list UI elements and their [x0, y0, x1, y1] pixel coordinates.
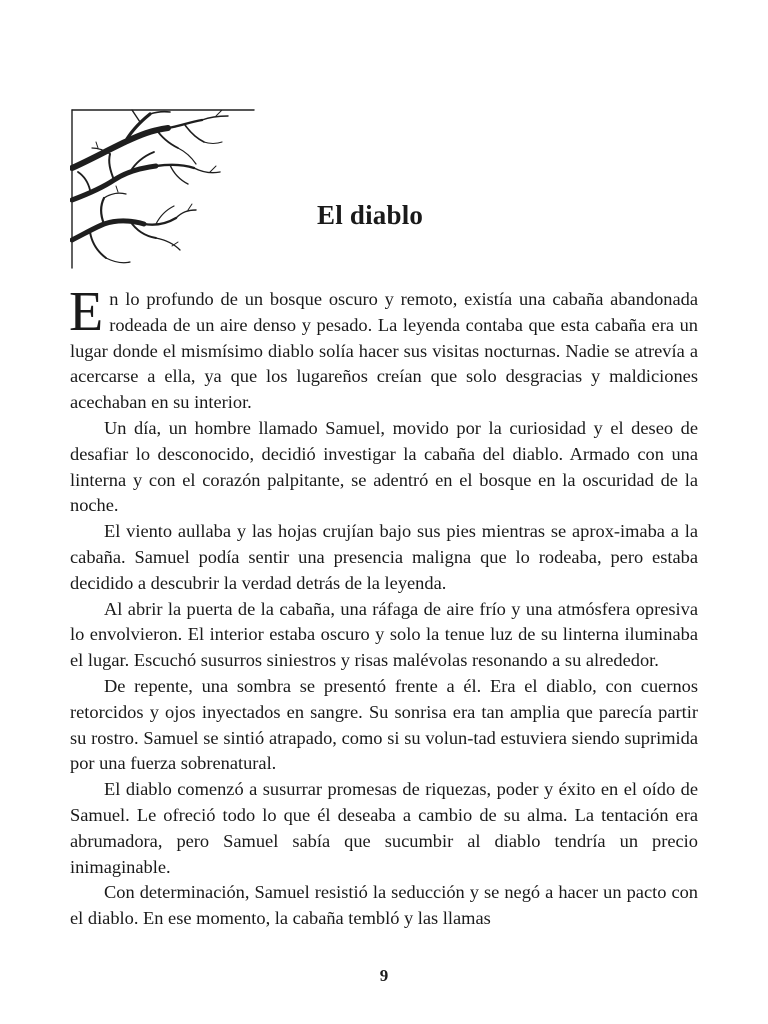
paragraph-1 [69, 281, 698, 416]
paragraph-1-text: n lo profundo de un bosque oscuro y remoto, existía una cabaña abandonada rodeada de un aire denso y pesado. La leyenda contaba que esta cabaña era un lugar donde el mismísimo diablo solía hacer sus visitas nocturnas. Nadie se atrevía a acercarse a ella, ya que los lugareños creían que solo desgracias y maldiciones acechaban en su interior. [70, 289, 698, 413]
page-number: 9 [379, 966, 389, 985]
paragraph-7: Con determinación, Samuel resistió la seducción y se negó a hacer un pacto con el diablo. En ese momento, la cabaña tembló y las llamas [70, 882, 698, 929]
paragraph-2: Un día, un hombre llamado Samuel, movido por la curiosidad y el deseo de desafiar lo desconocido, decidió investigar la cabaña del diablo. Armado con una linterna y con el corazón palpitante, se adentró en el bosque en la oscuridad de la noche. [70, 417, 698, 516]
paragraph-6: El diablo comenzó a susurrar promesas de riquezas, poder y éxito en el oído de Samuel. Le ofreció todo lo que él deseaba a cambio de su alma. La tentación era abrumadora, pero Samuel sabía que sucumbir al diablo tendría un precio inimaginable. [70, 779, 698, 877]
tree-branches-corner-icon [70, 108, 256, 270]
drop-cap: E [69, 281, 104, 343]
chapter-title [0, 200, 768, 231]
paragraph-4: Al abrir la puerta de la cabaña, una ráfaga de aire frío y una atmósfera opresiva lo envolvieron. El interior estaba oscuro y solo la tenue luz de su linterna iluminaba el lugar. Escuchó susurros siniestros y risas malévolas resonando a su alrededor. [70, 598, 698, 671]
paragraph-3: El viento aullaba y las hojas crujían bajo sus pies mientras se aprox-imaba a la cabaña. Samuel podía sentir una presencia maligna que lo rodeaba, pero estaba decidido a descubrir la verdad detrás de la leyenda. [70, 521, 698, 593]
story-body [69, 281, 698, 932]
chapter-title-text: El diablo [317, 200, 424, 230]
paragraph-5: De repente, una sombra se presentó frente a él. Era el diablo, con cuernos retorcidos y ojos inyectados en sangre. Su sonrisa era tan amplia que parecía partir su rostro. Samuel se sintió atrapado, como si su volun-tad estuviera siendo suprimida por una fuerza sobrenatural. [70, 675, 698, 774]
